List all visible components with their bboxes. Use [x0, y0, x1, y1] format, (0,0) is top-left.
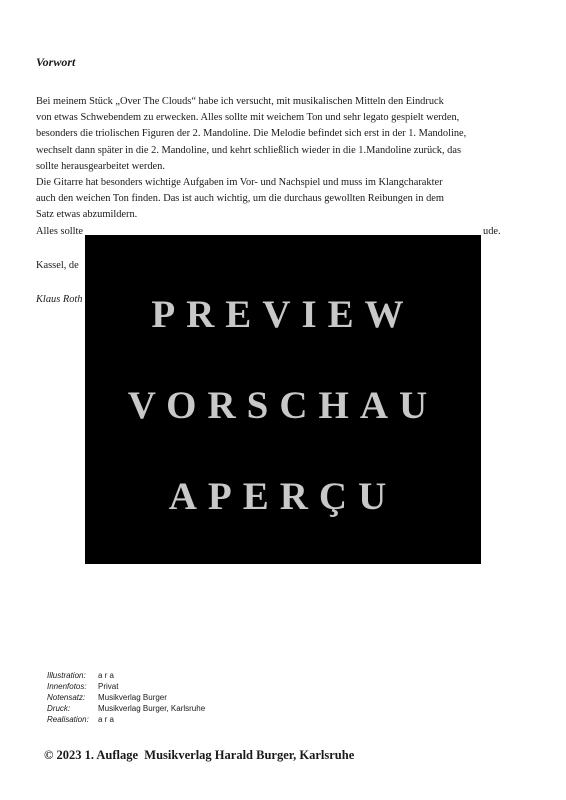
preview-watermark-overlay [85, 235, 481, 564]
preface-line: auch den weichen Ton finden. Das ist auch wichtig, um die durchaus gewollten Reibungen in dem [36, 193, 444, 205]
preface-line-end: ude. [483, 225, 501, 237]
credit-label: Druck: [47, 704, 71, 713]
credit-value: Musikverlag Burger, Karlsruhe [98, 704, 206, 713]
credit-label: Illustration: [47, 671, 86, 680]
watermark-vorschau: VORSCHAU [127, 384, 439, 427]
preface-line: Bei meinem Stück „Over The Clouds“ habe ich versucht, mit musikalischen Mitteln den Eindruck [36, 96, 444, 107]
author-signature: Klaus Roth [36, 294, 83, 306]
credit-row [47, 703, 205, 714]
credit-row [47, 670, 205, 681]
copyright-notice: © 2023 1. Auflage Musikverlag Harald Burger, Karlsruhe [44, 748, 355, 762]
credits-block [47, 670, 205, 725]
preface-line: wechselt dann später in die 2. Mandoline, und kehrt schließlich wieder in die 1.Mandoline zurück, das [36, 144, 462, 156]
watermark-apercu: APERÇU [168, 475, 398, 518]
credit-value: Musikverlag Burger [98, 693, 167, 702]
preface-heading: Vorwort [36, 55, 76, 69]
preface-line: Die Gitarre hat besonders wichtige Aufgaben im Vor- und Nachspiel und muss im Klangcharakter [36, 177, 443, 189]
credit-label: Realisation: [47, 715, 89, 724]
preface-line: Satz etwas abzumildern. [36, 209, 138, 221]
preface-line-start: Alles sollte [36, 225, 84, 237]
credit-row [47, 714, 205, 725]
credit-row [47, 692, 205, 703]
watermark-preview: PREVIEW [151, 293, 415, 336]
place-date: Kassel, de [36, 259, 79, 271]
credit-label: Notensatz: [47, 693, 86, 702]
credit-label: Innenfotos: [47, 682, 87, 691]
credit-value: a r a [98, 671, 115, 680]
credit-row [47, 681, 205, 692]
preface-line: besonders die triolischen Figuren der 2. Mandoline. Die Melodie befindet sich erst in der 1. Mandoline, [36, 128, 467, 140]
preface-line: von etwas Schwebendem zu erwecken. Alles sollte mit weichem Ton und sehr legato gespielt werden, [36, 112, 460, 124]
preface-line: sollte herausgearbeitet werden. [36, 160, 165, 172]
credit-value: a r a [98, 715, 115, 724]
credit-value: Privat [98, 682, 119, 691]
